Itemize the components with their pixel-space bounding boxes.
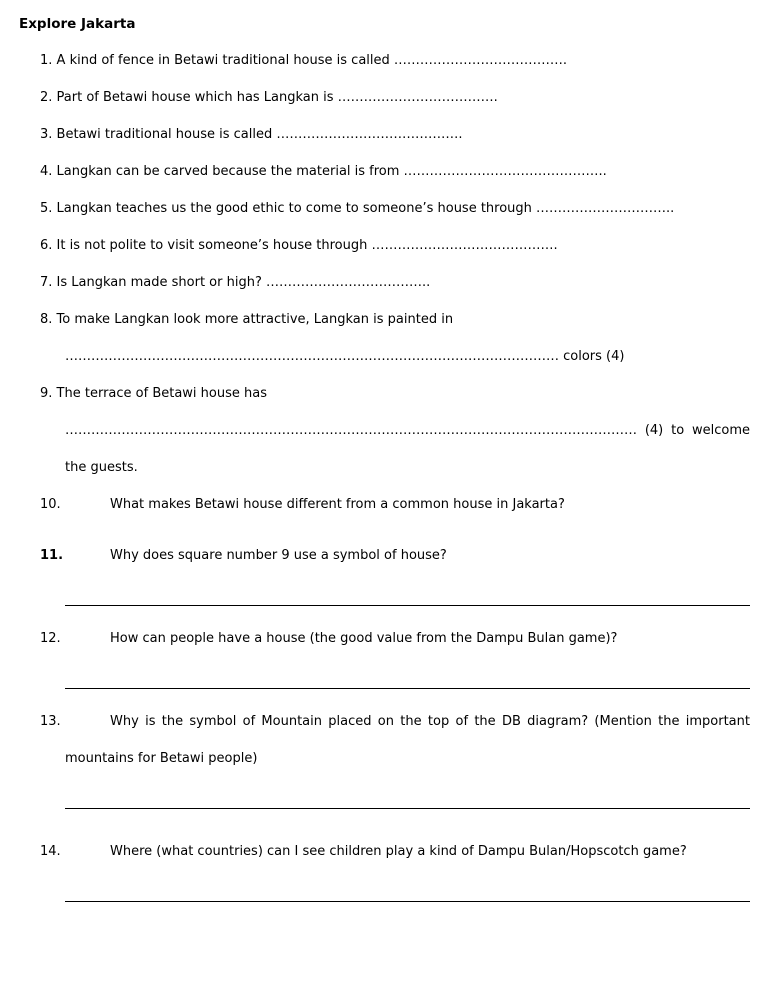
question-11-text: Why does square number 9 use a symbol of house?	[110, 548, 447, 563]
question-7-text: Is Langkan made short or high? ………………………………..	[56, 275, 431, 290]
question-4	[40, 153, 750, 190]
question-1	[40, 42, 750, 79]
question-5	[40, 190, 750, 227]
question-1-text: A kind of fence in Betawi traditional house is called ………………………………….	[56, 53, 568, 68]
question-7	[40, 264, 750, 301]
answer-line-11	[65, 574, 750, 606]
question-3-number: 3.	[40, 127, 53, 142]
page-title: Explore Jakarta	[19, 16, 136, 32]
answer-line-13	[65, 777, 750, 809]
question-11	[40, 537, 750, 574]
question-7-number: 7.	[40, 275, 53, 290]
question-9-text-line1: The terrace of Betawi house has	[56, 386, 267, 401]
question-13-number: 13.	[40, 714, 61, 729]
answer-line-14	[65, 870, 750, 902]
question-4-text: Langkan can be carved because the material is from ………………………………………..	[56, 164, 607, 179]
question-13	[40, 703, 750, 777]
question-14-text: Where (what countries) can I see children play a kind of Dampu Bulan/Hopscotch game?	[110, 844, 687, 859]
question-8	[40, 301, 750, 375]
question-12-number: 12.	[40, 631, 61, 646]
question-10-text: What makes Betawi house different from a common house in Jakarta?	[110, 497, 565, 512]
question-2-number: 2.	[40, 90, 53, 105]
question-6-text: It is not polite to visit someone’s house through …………………………………….	[56, 238, 558, 253]
question-8-text-line2: …………………………………………………………………………………………………… colors (4)	[65, 349, 625, 364]
question-8-text-line1: To make Langkan look more attractive, Langkan is painted in	[56, 312, 454, 327]
question-2	[40, 79, 750, 116]
question-14	[40, 833, 750, 870]
question-11-number: 11.	[40, 548, 64, 563]
answer-line-12	[65, 657, 750, 689]
question-9	[40, 375, 750, 486]
question-6-number: 6.	[40, 238, 53, 253]
question-13-text: Why is the symbol of Mountain placed on the top of the DB diagram? (Mention the important mountains for Betawi people)	[65, 714, 750, 766]
question-6	[40, 227, 750, 264]
question-9-number: 9.	[40, 386, 53, 401]
question-8-number: 8.	[40, 312, 53, 327]
question-3-text: Betawi traditional house is called …………………………………….	[56, 127, 463, 142]
question-5-number: 5.	[40, 201, 53, 216]
question-10-number: 10.	[40, 497, 61, 512]
question-1-number: 1.	[40, 53, 53, 68]
question-9-text-line2: …………………………………………………………………………………………………………………… (4) to welcome the guests.	[65, 423, 750, 475]
question-12-text: How can people have a house (the good value from the Dampu Bulan game)?	[110, 631, 618, 646]
question-3	[40, 116, 750, 153]
question-5-text: Langkan teaches us the good ethic to come to someone’s house through …………………………..	[56, 201, 675, 216]
question-2-text: Part of Betawi house which has Langkan is ……………………………….	[56, 90, 498, 105]
question-10	[40, 486, 750, 523]
question-12	[40, 620, 750, 657]
question-14-number: 14.	[40, 844, 61, 859]
question-4-number: 4.	[40, 164, 53, 179]
